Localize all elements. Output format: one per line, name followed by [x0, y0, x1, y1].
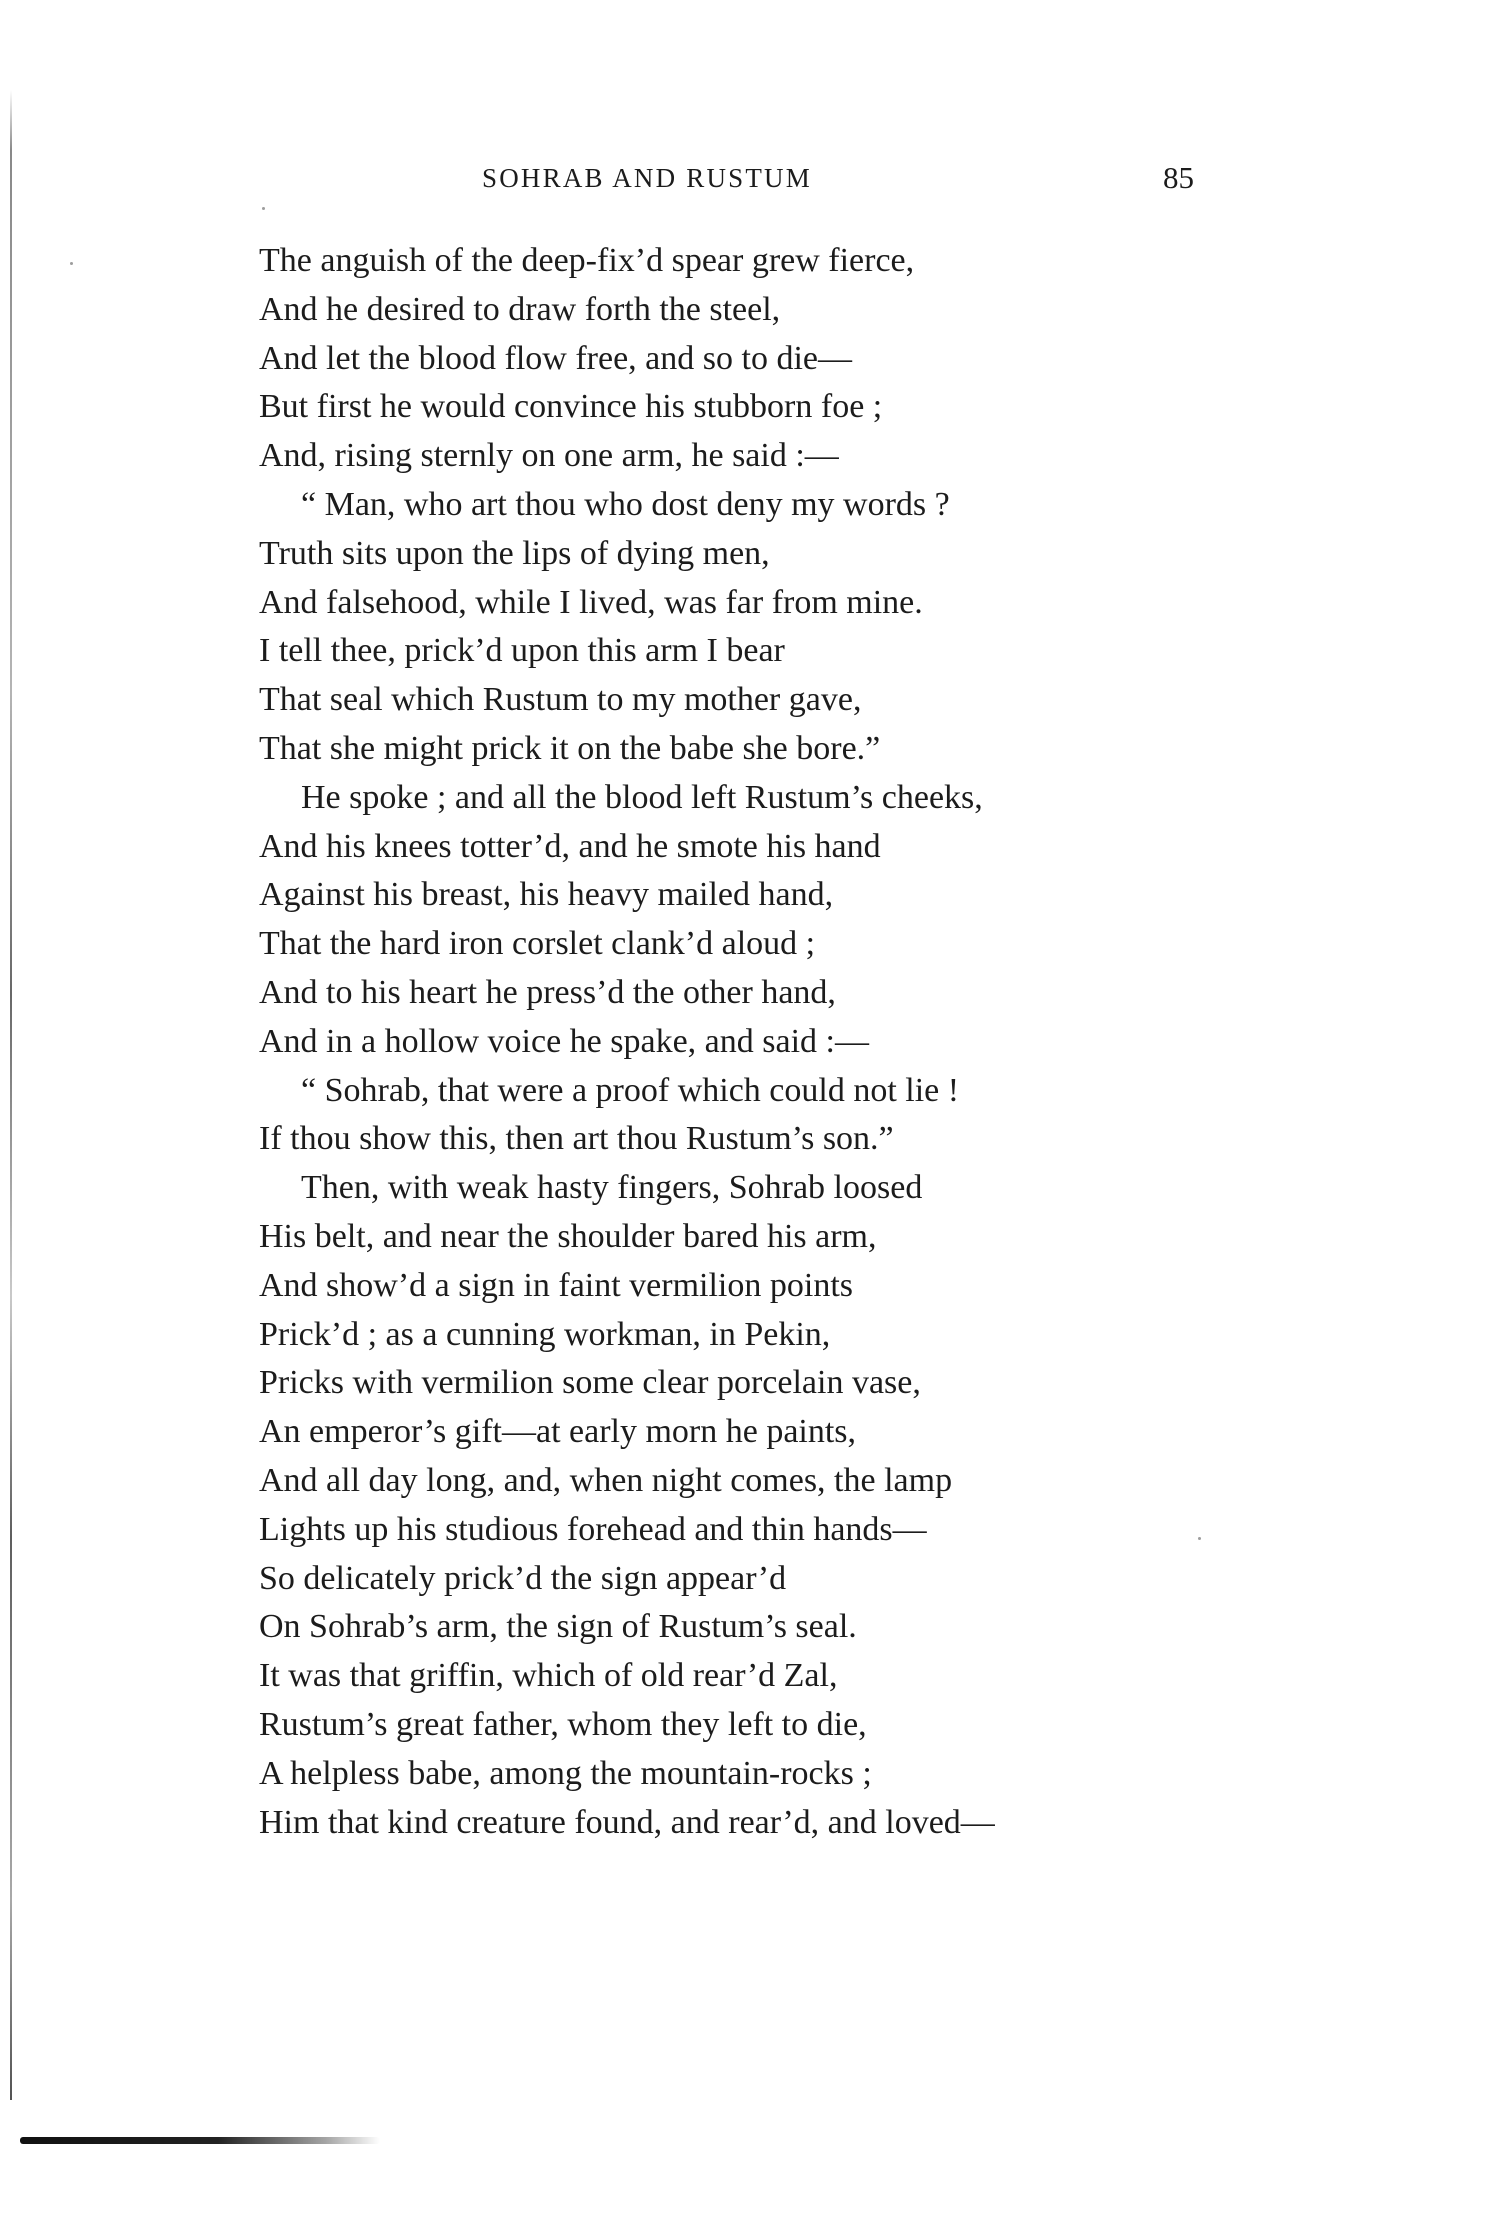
poem-line: I tell thee, prick’d upon this arm I bear	[259, 632, 785, 670]
poem-line: And show’d a sign in faint vermilion points	[259, 1266, 854, 1304]
poem-line: And he desired to draw forth the steel,	[259, 290, 781, 328]
poem-line: On Sohrab’s arm, the sign of Rustum’s seal.	[259, 1608, 857, 1646]
poem-line: Lights up his studious forehead and thin hands—	[259, 1510, 927, 1548]
poem-line: He spoke ; and all the blood left Rustum’s cheeks,	[301, 778, 983, 816]
poem-line: “ Sohrab, that were a proof which could not lie !	[301, 1071, 960, 1109]
poem-line: That she might prick it on the babe she bore.”	[259, 729, 881, 767]
poem-line: That the hard iron corslet clank’d aloud ;	[259, 925, 816, 963]
poem-line: Then, with weak hasty fingers, Sohrab loosed	[301, 1169, 923, 1207]
poem-line: And his knees totter’d, and he smote his hand	[259, 827, 881, 865]
poem-line: An emperor’s gift—at early morn he paints,	[259, 1413, 857, 1451]
poem-line: And to his heart he press’d the other hand,	[259, 973, 836, 1011]
poem-line: The anguish of the deep-fix’d spear grew fierce,	[259, 242, 915, 279]
poem-text	[259, 237, 1259, 1847]
poem-line: So delicately prick’d the sign appear’d	[259, 1559, 787, 1597]
running-header	[0, 160, 1509, 203]
scan-speck	[70, 262, 73, 265]
poem-line: That seal which Rustum to my mother gave,	[259, 681, 862, 719]
poem-line: Rustum’s great father, whom they left to die,	[259, 1705, 867, 1743]
scan-bottom-mark	[20, 2137, 380, 2144]
page-number: 85	[1163, 160, 1194, 195]
poem-line: And all day long, and, when night comes, the lamp	[259, 1461, 953, 1499]
scan-speck	[262, 207, 265, 210]
poem-line: Pricks with vermilion some clear porcelain vase,	[259, 1364, 921, 1402]
poem-line: But first he would convince his stubborn foe ;	[259, 388, 883, 426]
poem-line: Him that kind creature found, and rear’d, and loved—	[259, 1803, 995, 1841]
poem-line: Truth sits upon the lips of dying men,	[259, 534, 770, 572]
poem-line: Against his breast, his heavy mailed hand,	[259, 876, 834, 914]
running-title: SOHRAB AND RUSTUM	[482, 163, 812, 193]
poem-line: “ Man, who art thou who dost deny my words ?	[301, 485, 950, 523]
poem-line: His belt, and near the shoulder bared his arm,	[259, 1217, 877, 1255]
poem-line: And, rising sternly on one arm, he said :—	[259, 437, 839, 475]
poem-line: And falsehood, while I lived, was far from mine.	[259, 583, 923, 621]
poem-line: And in a hollow voice he spake, and said :—	[259, 1022, 869, 1060]
poem-line: Prick’d ; as a cunning workman, in Pekin,	[259, 1315, 831, 1353]
poem-line: If thou show this, then art thou Rustum’s son.”	[259, 1120, 894, 1158]
poem-line: A helpless babe, among the mountain-rocks ;	[259, 1754, 872, 1792]
scan-binding-edge	[10, 90, 12, 2100]
poem-line: It was that griffin, which of old rear’d Zal,	[259, 1657, 838, 1695]
poem-line: And let the blood flow free, and so to die—	[259, 339, 852, 377]
